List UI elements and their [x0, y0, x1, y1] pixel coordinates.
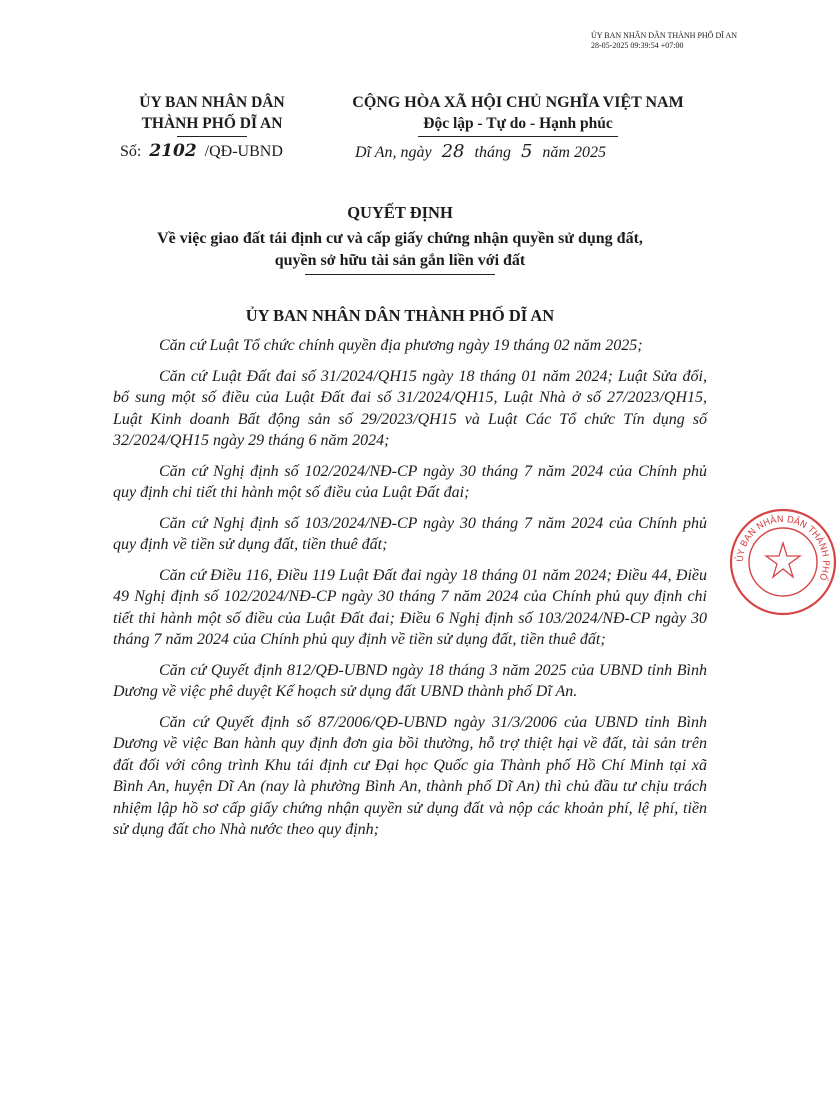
seal-inner-ring: [749, 528, 817, 596]
authority-underline: [177, 136, 247, 137]
document-title: QUYẾT ĐỊNH: [347, 203, 453, 222]
date-day-handwritten: 28: [441, 141, 465, 162]
signature-issuer: ỦY BAN NHÂN DÂN THÀNH PHỐ DĨ AN: [591, 31, 737, 40]
seal-outer-ring: [731, 510, 835, 614]
legal-basis-paragraph: Căn cứ Điều 116, Điều 119 Luật Đất đai ngày 18 tháng 01 năm 2024; Điều 44, Điều 49 Nghị định số 102/2024/NĐ-CP ngày 30 tháng 7 năm 2024 của Chính phủ quy định chi tiết thi hành một số điều của Luật Đất đai; Điều 6 Nghị định số 103/2024/NĐ-CP ngày 30 tháng 7 năm 2024 của Chính phủ quy định về tiền sử dụng đất, tiền thuê đất;: [113, 566, 707, 648]
subtitle-underline: [305, 274, 495, 275]
document-body: [113, 335, 707, 850]
issuer-heading: ỦY BAN NHÂN DÂN THÀNH PHỐ DĨ AN: [245, 306, 555, 325]
date-month-handwritten: 5: [520, 141, 533, 162]
document-number: [120, 141, 283, 161]
date-year: năm 2025: [542, 144, 606, 161]
legal-basis-paragraph: Căn cứ Luật Tổ chức chính quyền địa phương ngày 19 tháng 02 năm 2025;: [159, 337, 643, 354]
official-seal-stamp: [728, 507, 838, 617]
national-motto: [318, 92, 718, 137]
motto: Độc lập - Tự do - Hạnh phúc: [423, 115, 613, 132]
subtitle-line1: Về việc giao đất tái định cư và cấp giấy chứng nhận quyền sử dụng đất,: [157, 230, 643, 247]
document-date: [355, 141, 606, 162]
date-month-word: tháng: [474, 144, 511, 161]
signature-timestamp: 28-05-2025 09:39:54 +07:00: [591, 41, 684, 50]
legal-basis-paragraph: Căn cứ Luật Đất đai số 31/2024/QH15 ngày 18 tháng 01 năm 2024; Luật Sửa đổi, bổ sung một số điều của Luật Đất đai số 31/2024/QH15, Luật Nhà ở số 27/2023/QH15, Luật Kinh doanh Bất động sản số 29/2023/QH15 và Luật Các Tổ chức Tín dụng số 32/2024/QH15 ngày 29 tháng 6 năm 2024;: [113, 367, 707, 449]
country-name: CỘNG HÒA XÃ HỘI CHỦ NGHĨA VIỆT NAM: [352, 94, 684, 111]
authority-line1: ỦY BAN NHÂN DÂN: [139, 94, 285, 111]
subtitle-line2: quyền sở hữu tài sản gắn liền với đất: [274, 252, 526, 269]
seal-star-emblem: [766, 543, 800, 577]
legal-basis-paragraph: Căn cứ Nghị định số 102/2024/NĐ-CP ngày 30 tháng 7 năm 2024 của Chính phủ quy định chi tiết thi hành một số điều của Luật Đất đai;: [113, 462, 707, 501]
legal-basis-paragraph: Căn cứ Quyết định 812/QĐ-UBND ngày 18 tháng 3 năm 2025 của UBND tỉnh Bình Dương về việc phê duyệt Kế hoạch sử dụng đất UBND thành phố Dĩ An.: [113, 661, 707, 700]
seal-text-path: ỦY BAN NHÂN DÂN THÀNH PHỐ: [735, 514, 831, 582]
motto-underline: [418, 136, 618, 137]
so-suffix: /QĐ-UBND: [204, 143, 283, 160]
legal-basis-paragraph: Căn cứ Nghị định số 103/2024/NĐ-CP ngày 30 tháng 7 năm 2024 của Chính phủ quy định về tiền sử dụng đất, tiền thuê đất;: [113, 514, 707, 553]
digital-signature-block: [591, 31, 737, 51]
document-subtitle: [0, 228, 800, 275]
so-number-handwritten: 2102: [149, 141, 197, 161]
so-prefix: Số:: [120, 143, 142, 160]
date-prefix: Dĩ An, ngày: [355, 144, 432, 161]
legal-basis-paragraph: Căn cứ Quyết định số 87/2006/QĐ-UBND ngày 31/3/2006 của UBND tỉnh Bình Dương về việc Ban hành quy định đơn gia bồi thường, hỗ trợ thiệt hại về đất, tài sản trên đất đối với công trình Khu tái định cư Đại học Quốc gia Thành phố Hồ Chí Minh tại xã Bình An, huyện Dĩ An (nay là phường Bình An, thành phố Dĩ An) thì chủ đầu tư chịu trách nhiệm lập hồ sơ cấp giấy chứng nhận quyền sử dụng đất và nộp các khoản phí, lệ phí, tiền sử dụng đất cho Nhà nước theo quy định;: [113, 713, 707, 838]
authority-line2: THÀNH PHỐ DĨ AN: [141, 115, 283, 132]
issuing-authority: [112, 92, 312, 137]
